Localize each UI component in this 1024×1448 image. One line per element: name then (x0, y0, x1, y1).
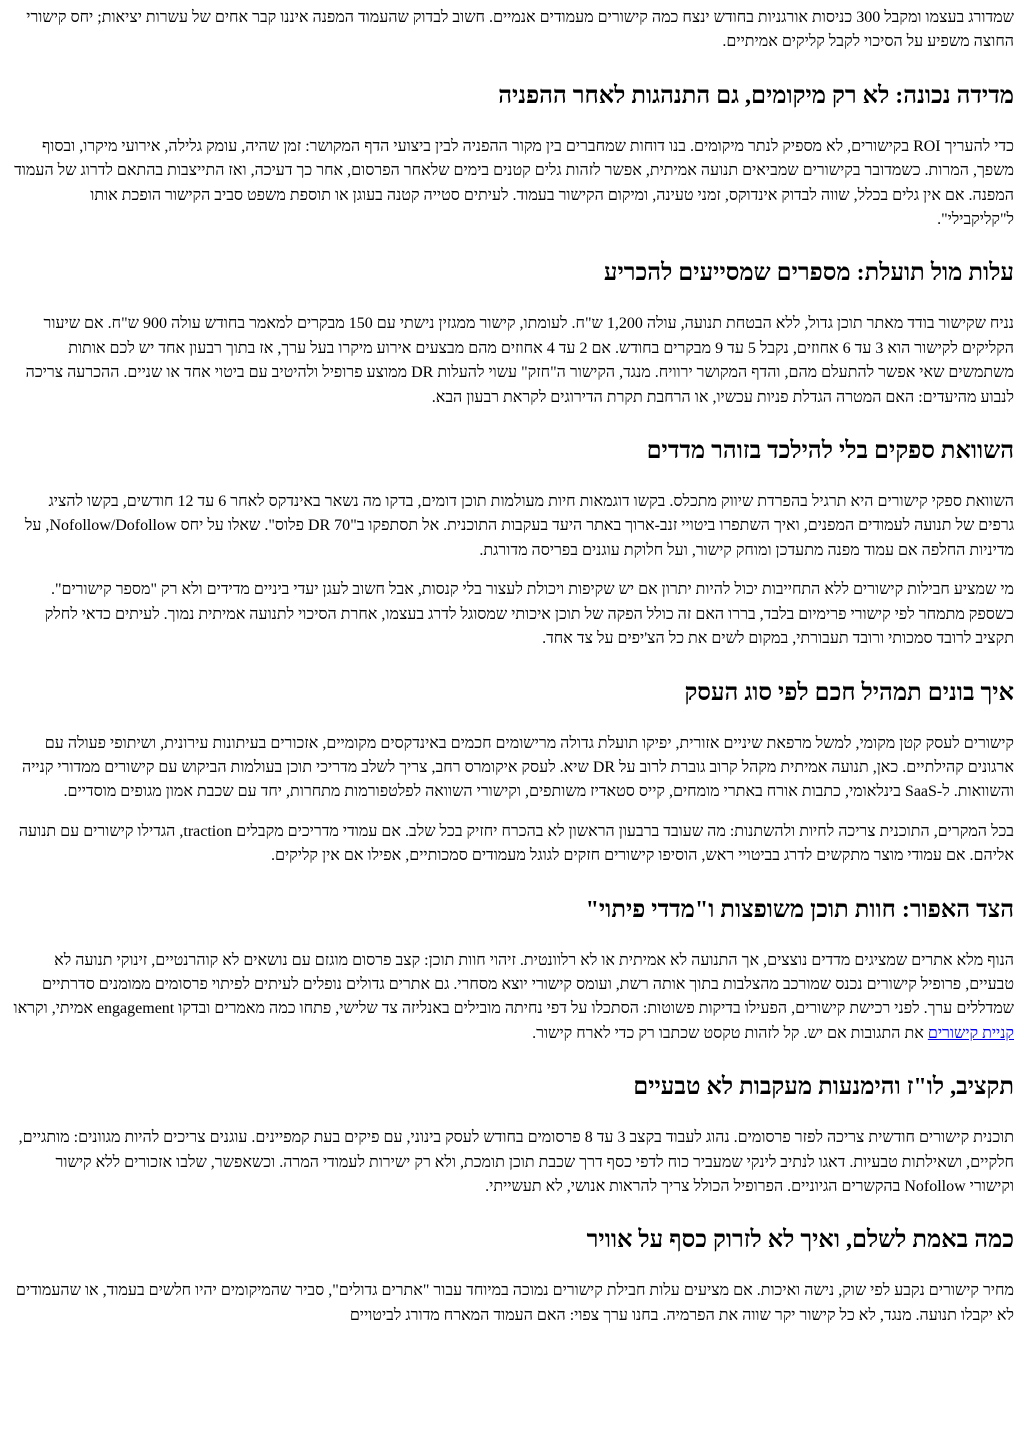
intro-paragraph: שמדורג בעצמו ומקבל 300 כניסות אורגניות בחודש ינצח כמה קישורים מעמודים אנמיים. חשוב לבדוק שהעמוד המפנה איננו קבר אחים של עשרות יציאות; יחס קישורי החוצה משפיע על הסיכוי לקבל קליקים אמיתיים. (26, 9, 1014, 51)
paragraph-text: את התגובות אם יש. קל לזהות טקסט שכתבו רק כדי לארח קישור. (532, 1024, 928, 1042)
paragraph: השוואת ספקי קישורים היא תרגיל בהפרדת שיווק מתכלס. בקשו דוגמאות חיות מעולמות תוכן דומים, בדקו מה נשאר באינדקס לאחר 6 עד 12 חודשים, בקשו להציג גרפים של תנועה לעמודים המפנים, ואיך השתפרו ביטויי זנב-ארוך באתר היעד בעקבות התוכנית. אל תסתפקו ב"DR 70 פלוס". שאלו על יחס Nofollow/Dofollow, על מדיניות החלפה אם עמוד מפנה מתעדכן ומוחק קישור, ועל חלוקת עוגנים בפריסה מדורגת. (24, 493, 1014, 559)
section-heading-gray-side: הצד האפור: חוות תוכן משופצות ו"מדדי פיתוי" (585, 896, 1014, 923)
section-heading-how-much-to-pay: כמה באמת לשלם, ואיך לא לזרוק כסף על אוויר (586, 1227, 1014, 1254)
paragraph: קישורים לעסק קטן מקומי, למשל מרפאת שיניים אזורית, יפיקו תועלת גדולה מרישומים חכמים באינדקסים מקומיים, אזכורים בעיתונות עירונית, ושיתופי פעולה עם ארגונים קהילתיים. כאן, תנועה אמיתית מקהל קרוב גוברת לרוב על DR שיא. לעסק איקומרס רחב, צריך לשלב מדריכי תוכן בעולמות הביקוש עם קישורים ממדורי קנייה והשוואות. ל-SaaS בינלאומי, כתבות אורח באתרי מומחים, קייס סטאדיז משותפים, וקישורי השוואה לפלטפורמות מתחרות, יחד עם שכבת אמון מגופים מוסדיים. (22, 734, 1014, 801)
paragraph: כדי להעריך ROI בקישורים, לא מספיק לנתר מיקומים. בנו דוחות שמחברים בין מקור ההפניה לבין ביצועי הדף המקושר: זמן שהיה, עומק גלילה, אירועי מיקרו, ובסוף משפך, המרות. כשמדובר בקישורים שמביאים תנועה אמיתית, אפשר לזהות גלים קטנים בימים שלאחר הפרסום, אחר כך דעיכה, ואז התייצבות בהתאם לדרוג של העמוד המפנה. אם אין גלים בכלל, שווה לבדוק אינדוקס, זמני טעינה, ומיקום הקישור בעמוד. לעיתים סטייה קטנה בעוגן או תוספת משפט סביב הקישור הופכת אותו ל"קליקבילי". (14, 137, 1014, 229)
section-heading-mix-by-business: איך בונים תמהיל חכם לפי סוג העסק (684, 679, 1014, 706)
paragraph-text: הנוף מלא אתרים שמציגים מדדים נוצצים, אך התנועה לא אמיתית או לא רלוונטית. זיהוי חוות תוכן: קצב פרסום מוגזם עם נושאים לא קוהרנטיים, זינוקי תנועה לא טבעיים, פרופיל קישורים נכנס שמורכב מהצלבות בתוך אותה רשת, ועומס קישורי יוצא מסחרי. גם אתרים גדולים נופלים לעיתים לפיתוי פרסומים ממומנים סדרתיים שמדללים ערך. לפני רכישת קישורים, הפעילו בדיקות פשוטות: הסתכלו על דפי נחיתה מובילים באנליזה צד שלישי, פתחו כמה מאמרים ובדקו engagement אמיתי, וקראו (13, 951, 1014, 1018)
paragraph: תוכנית קישורים חודשית צריכה לפזר פרסומים. נהוג לעבוד בקצב 3 עד 8 פרסומים בחודש לעסק בינוני, עם פיקים בעת קמפיינים. עוגנים צריכים להיות מגוונים: מותגיים, חלקיים, ושאילתות טבעיות. דאגו לנתיב לינקי שמעביר כוח לדפי כסף דרך שכבת תוכן תומכת, ולא רק ישירות לעמודי המרה. וכשאפשר, שלבו אזכורים ללא קישור וקישורי Nofollow בהקשרים הגיוניים. הפרופיל הכולל צריך להראות אנושי, לא תעשייתי. (18, 1129, 1014, 1195)
section-heading-budget-schedule: תקציב, לו"ז והימנעות מעקבות לא טבעיים (633, 1074, 1014, 1101)
paragraph: מי שמציע חבילות קישורים ללא התחייבות יכול להיות יתרון אם יש שקיפות ויכולת לעצור בלי קנסות, אבל חשוב לעגן יעדי ביניים מדידים ולא רק "מספר קישורים". כשספק מתמחר לפי קישורי פרימיום בלבד, בררו האם זה כולל הפקה של תוכן איכותי שמסוגל לדרג בעצמו, אחרת הסיכוי לתנועה אמיתית נמוך. לעיתים כדאי לחלק תקציב לרובד סמכותי ורובד תעבורתי, במקום לשים את כל הצ'יפים על צד אחד. (44, 581, 1014, 648)
section-heading-vendor-comparison: השוואת ספקים בלי להילכד בזוהר מדדים (646, 438, 1014, 465)
paragraph: מחיר קישורים נקבע לפי שוק, נישה ואיכות. אם מציעים עלות חבילת קישורים נמוכה במיוחד עבור "אתרים גדולים", סביר שהמיקומים יהיו חלשים בעמוד, או שהעמודים לא יקבלו תנועה. מנגד, לא כל קישור יקר שווה את הפרמיה. בחנו ערך צפוי: האם העמוד המארח מדורג לביטויים (15, 1282, 1014, 1324)
section-heading-cost-benefit: עלות מול תועלת: מספרים שמסייעים להכריע (603, 260, 1014, 287)
paragraph-with-link (10, 949, 1014, 1047)
section-heading-measurement: מדידה נכונה: לא רק מיקומים, גם התנהגות לאחר ההפניה (498, 82, 1014, 109)
paragraph: בכל המקרים, התוכנית צריכה לחיות ולהשתנות: מה שעובד ברבעון הראשון לא בהכרח יחזיק בכל שלב. אם עמודי מדריכים מקבלים traction, הגדילו קישורים עם תנועה אליהם. אם עמודי מוצר מתקשים לדרג בביטויי ראש, הוסיפו קישורים חזקים לגוגל מעמודים סמכותיים, אפילו אם אין קליקים. (18, 822, 1014, 865)
buy-links-link[interactable]: קניית קישורים (927, 1024, 1014, 1042)
paragraph: נניח שקישור בודד מאתר תוכן גדול, ללא הבטחת תנועה, עולה 1,200 ש"ח. לעומתו, קישור ממגזין נישתי עם 150 מבקרים למאמר בחודש עולה 900 ש"ח. אם שיעור הקליקים לקישור הוא 3 עד 6 אחוזים, נקבל 5 עד 9 מבקרים בחודש. אם 2 עד 4 אחוזים מהם מבצעים אירוע מיקרו בעל ערך, אז בתוך רבעון אחד יש לכם אותות משתמשים שאי אפשר להתעלם מהם, והדף המקושר ירוויח. מנגד, הקישור ה"חזק" עשוי להעלות DR ממוצע פרופיל ולהיטיב עם ביטוי אחד או שניים. ההכרעה צריכה לנבוע מהיעדים: האם המטרה הגדלת פניות עכשיו, או הרחבת תקרת הדירוגים לקראת רבעון הבא. (25, 315, 1014, 406)
